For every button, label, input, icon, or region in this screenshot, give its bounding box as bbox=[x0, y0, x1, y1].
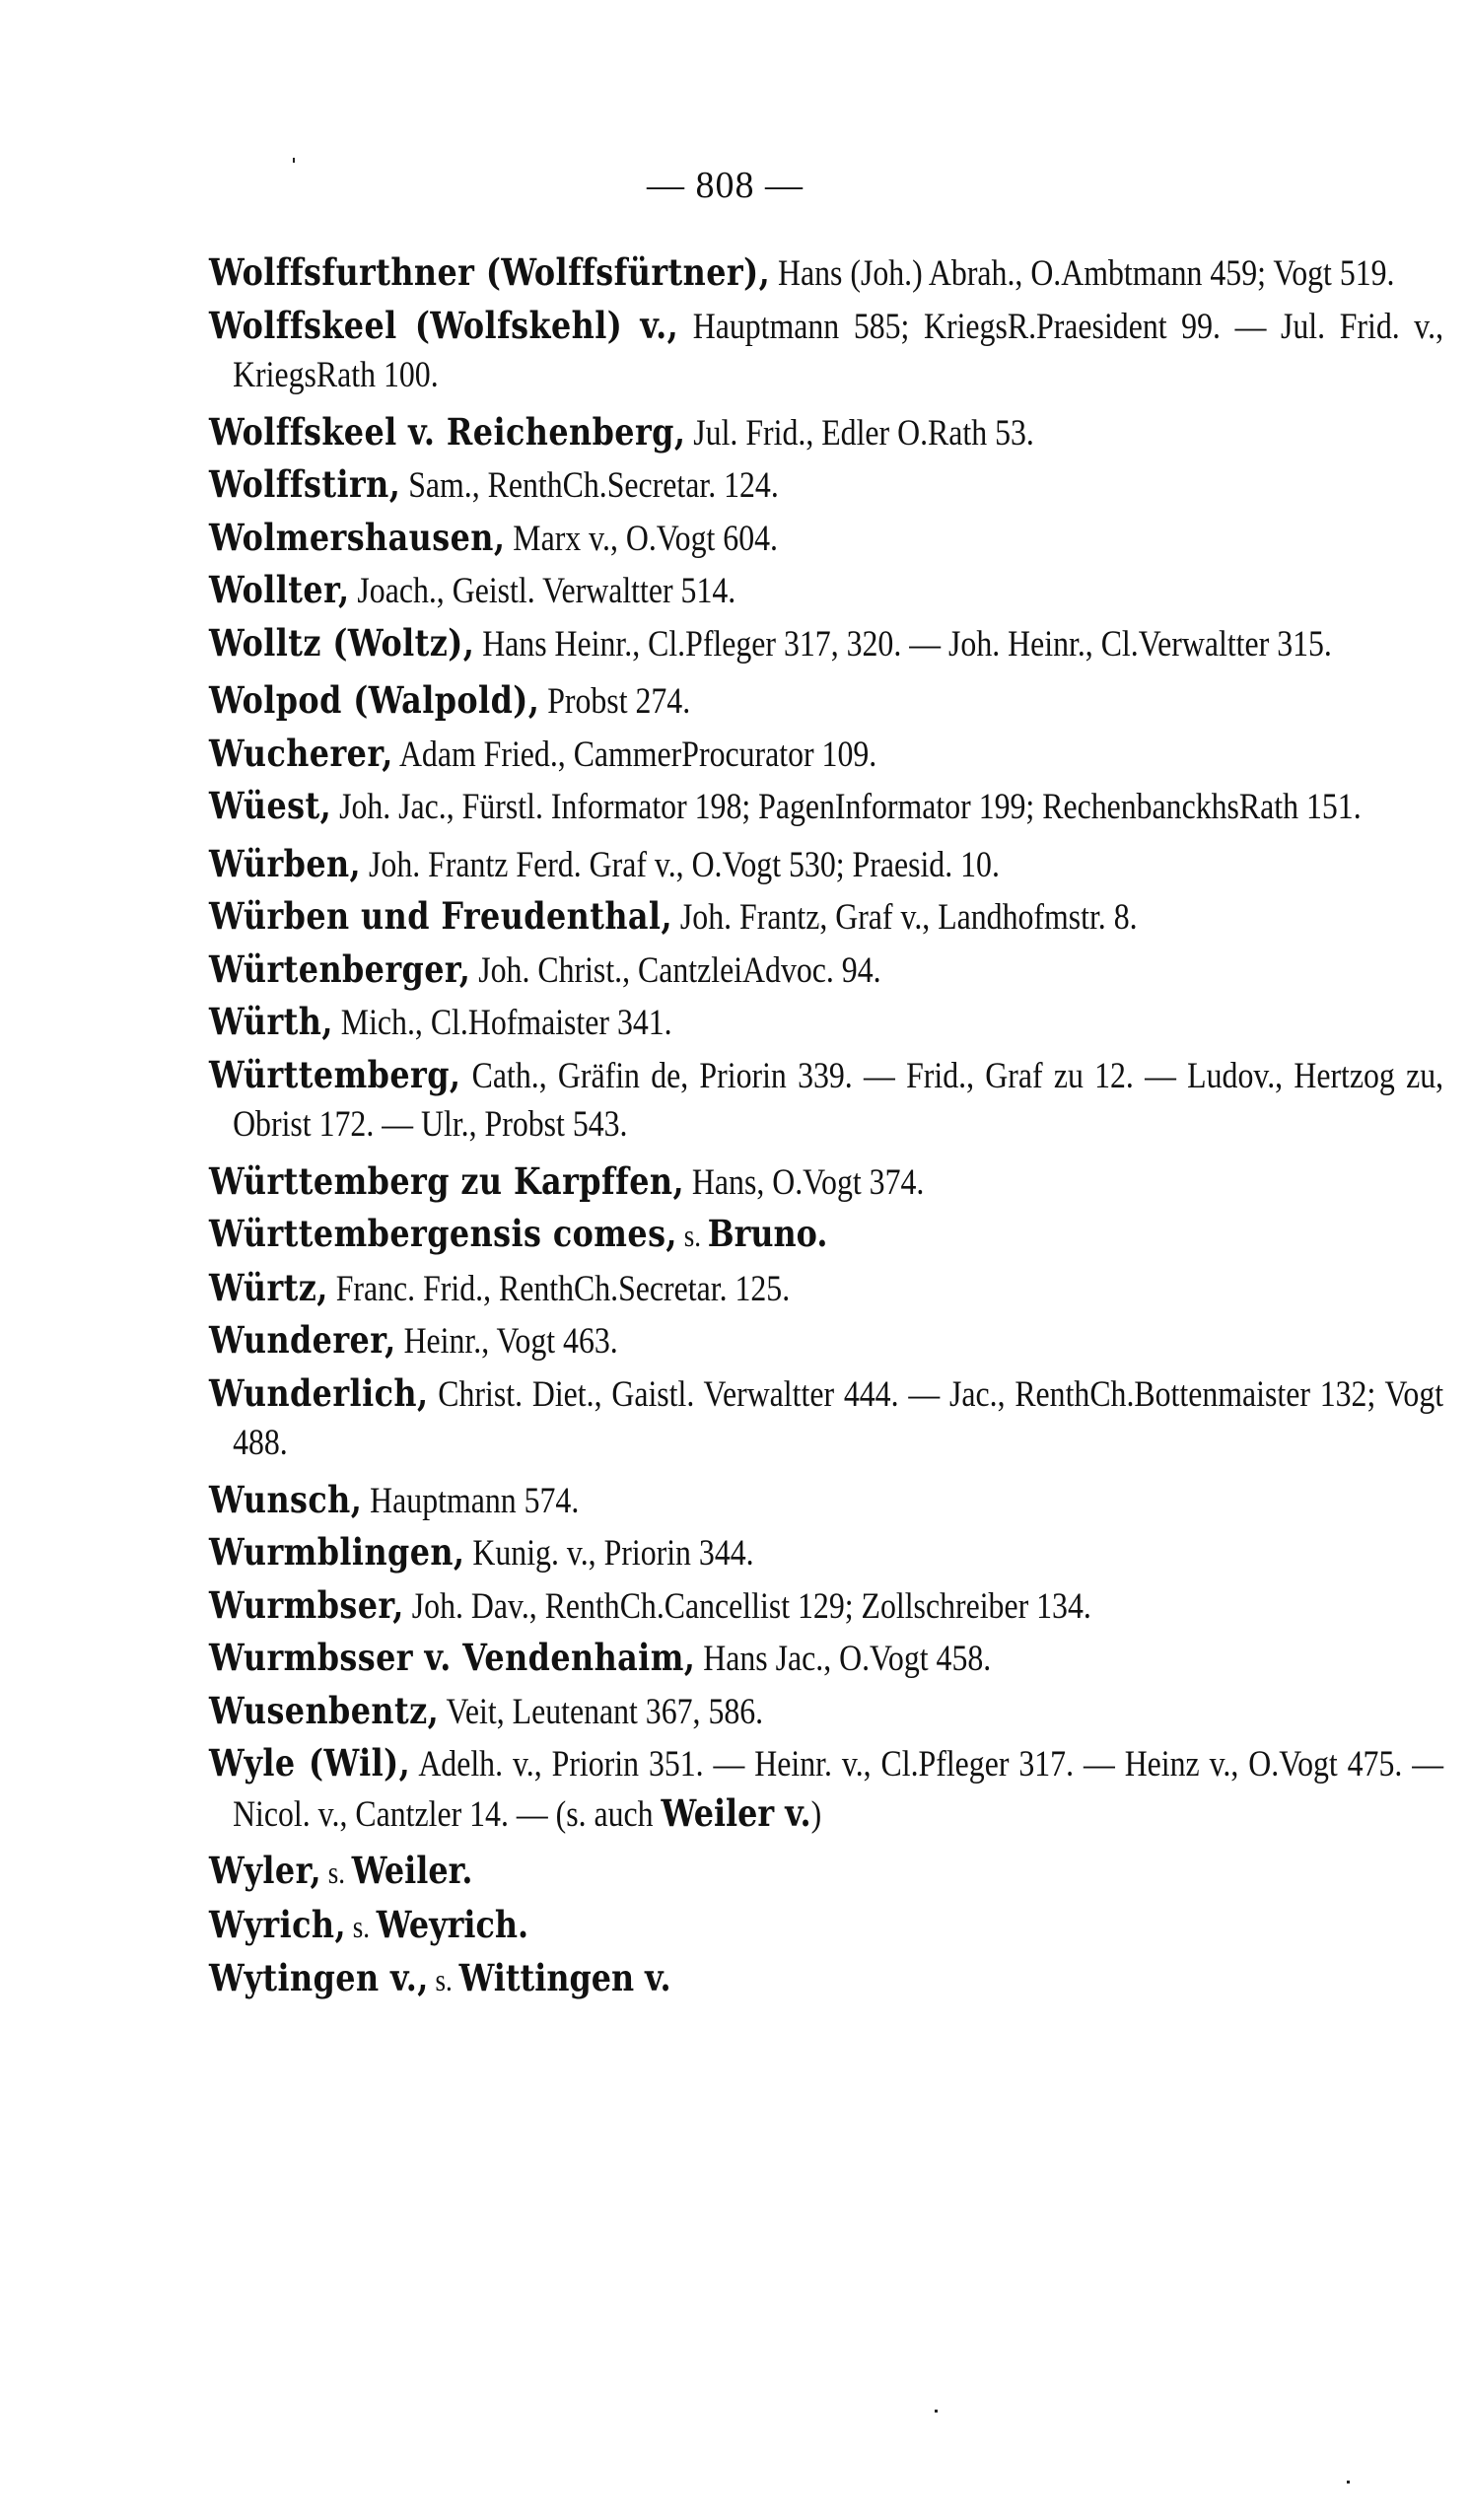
index-entry bbox=[209, 1157, 1443, 1208]
entry-heading: Wusenbentz, bbox=[209, 1688, 440, 1732]
stray-mark bbox=[935, 2410, 938, 2413]
entry-heading: Wolffskeel v. Reichenberg, bbox=[209, 409, 686, 454]
entry-text: Joh. Christ., CantzleiAdvoc. 94. bbox=[470, 949, 881, 991]
entry-text: Veit, Leutenant 367, 586. bbox=[439, 1691, 764, 1732]
entry-text: Christ. Diet., Gaistl. Verwaltter 444. — Jac., RenthCh.Bottenmaister 132; Vogt 488. bbox=[233, 1373, 1444, 1463]
entry-heading: Wurmblingen, bbox=[209, 1530, 465, 1574]
entry-heading: Würtz, bbox=[209, 1265, 328, 1309]
index-entry bbox=[209, 730, 1443, 780]
index-entry bbox=[209, 1264, 1443, 1314]
entry-text: Franc. Frid., RenthCh.Secretar. 125. bbox=[327, 1268, 791, 1309]
entry-text: Adam Fried., CammerProcurator 109. bbox=[392, 734, 877, 775]
index-entry bbox=[209, 1687, 1443, 1737]
entry-text: Marx v., O.Vogt 604. bbox=[505, 518, 778, 559]
index-entries-list bbox=[209, 248, 1444, 2008]
entry-heading: Wollter, bbox=[209, 568, 350, 611]
index-entry bbox=[209, 1954, 1443, 2005]
entry-heading: Wüest, bbox=[209, 784, 332, 827]
entry-heading: Wyrich, bbox=[209, 1902, 346, 1946]
stray-mark bbox=[1347, 2481, 1350, 2484]
index-entry bbox=[209, 1634, 1443, 1684]
cross-reference: Wittingen v. bbox=[458, 1956, 671, 1999]
entry-heading: Wunderer, bbox=[209, 1318, 396, 1362]
entry-text-tail: ) bbox=[810, 1793, 822, 1835]
index-entry bbox=[209, 1316, 1443, 1366]
entry-heading: Württemberg, bbox=[209, 1052, 461, 1096]
cross-reference: Weiler. bbox=[351, 1849, 473, 1892]
entry-heading: Wolffstirn, bbox=[209, 462, 401, 506]
index-entry bbox=[209, 840, 1443, 890]
index-entry bbox=[209, 1581, 1443, 1632]
index-entry bbox=[209, 619, 1443, 669]
entry-text: Adelh. v., Priorin 351. — Heinr. v., Cl.Pfleger 317. — Heinz v., O.Vogt 475. — Nicol. v., Cantzler 14. — (s. auch bbox=[233, 1744, 1444, 1835]
index-entry bbox=[209, 302, 1443, 400]
cross-reference: Weyrich. bbox=[376, 1902, 529, 1946]
index-entry bbox=[209, 998, 1443, 1048]
entry-text: Heinr., Vogt 463. bbox=[395, 1321, 618, 1362]
entry-text: Joh. Frantz, Graf v., Landhofmstr. 8. bbox=[671, 897, 1138, 938]
entry-heading: Wurmbser, bbox=[209, 1582, 404, 1627]
cross-reference: Bruno. bbox=[707, 1212, 828, 1255]
index-entry bbox=[209, 676, 1443, 727]
cross-reference: Weiler v. bbox=[661, 1790, 811, 1835]
entry-text: Hauptmann 574. bbox=[362, 1480, 580, 1521]
page-number: — 808 — bbox=[647, 165, 804, 206]
entry-text: Mich., Cl.Hofmaister 341. bbox=[332, 1003, 672, 1043]
entry-text: Hans Heinr., Cl.Pfleger 317, 320. — Joh. Heinr., Cl.Verwaltter 315. bbox=[474, 623, 1332, 665]
entry-text: Hans Jac., O.Vogt 458. bbox=[695, 1639, 992, 1679]
index-entry bbox=[209, 566, 1443, 616]
index-entry bbox=[209, 1901, 1443, 1952]
index-entry bbox=[209, 782, 1443, 832]
index-entry bbox=[209, 945, 1443, 996]
entry-text: s. bbox=[676, 1219, 708, 1253]
entry-heading: Württembergensis comes, bbox=[209, 1212, 677, 1255]
entry-heading: Württemberg zu Karpffen, bbox=[209, 1158, 684, 1203]
entry-heading: Wolmershausen, bbox=[209, 515, 506, 559]
index-entry bbox=[209, 892, 1443, 943]
entry-heading: Wolltz (Woltz), bbox=[209, 620, 475, 665]
entry-text: Hauptmann 585; KriegsR.Praesident 99. — Jul. Frid. v., KriegsRath 100. bbox=[233, 306, 1444, 395]
entry-heading: Wyler, bbox=[209, 1849, 321, 1892]
index-entry bbox=[209, 1210, 1443, 1261]
entry-text: Hans, O.Vogt 374. bbox=[683, 1161, 925, 1203]
entry-text: Jul. Frid., Edler O.Rath 53. bbox=[685, 412, 1034, 454]
index-entry bbox=[209, 1476, 1443, 1526]
entry-text: Joh. Frantz Ferd. Graf v., O.Vogt 530; Praesid. 10. bbox=[361, 844, 1000, 885]
entry-heading: Wunsch, bbox=[209, 1477, 363, 1521]
entry-text: Joh. Dav., RenthCh.Cancellist 129; Zollschreiber 134. bbox=[403, 1585, 1091, 1627]
entry-heading: Würtenberger, bbox=[209, 946, 471, 991]
index-entry bbox=[209, 514, 1443, 564]
entry-text: s. bbox=[345, 1909, 377, 1944]
index-entry bbox=[209, 460, 1443, 511]
entry-heading: Wunderlich, bbox=[209, 1370, 429, 1415]
entry-heading: Wucherer, bbox=[209, 731, 393, 775]
entry-text: Kunig. v., Priorin 344. bbox=[464, 1533, 754, 1574]
entry-text: Sam., RenthCh.Secretar. 124. bbox=[400, 465, 779, 506]
entry-text: Hans (Joh.) Abrah., O.Ambtmann 459; Vogt 519. bbox=[770, 253, 1395, 294]
index-entry bbox=[209, 1369, 1443, 1468]
index-entry bbox=[209, 248, 1443, 299]
entry-heading: Wyle (Wil), bbox=[209, 1741, 411, 1785]
entry-heading: Wurmbsser v. Vendenhaim, bbox=[209, 1636, 696, 1679]
entry-heading: Wolffskeel (Wolfskehl) v., bbox=[209, 303, 679, 347]
entry-heading: Würth, bbox=[209, 1000, 333, 1043]
entry-heading: Wolffsfurthner (Wolffsfürtner), bbox=[209, 250, 771, 294]
index-entry bbox=[209, 1847, 1443, 1898]
entry-text: Joach., Geistl. Verwaltter 514. bbox=[349, 571, 736, 611]
index-entry bbox=[209, 1051, 1443, 1150]
entry-text: s. bbox=[320, 1855, 352, 1890]
entry-heading: Wolpod (Walpold), bbox=[209, 678, 540, 722]
entry-text: Joh. Jac., Fürstl. Informator 198; PagenInformator 199; RechenbanckhsRath 151. bbox=[331, 787, 1362, 827]
index-entry bbox=[209, 1528, 1443, 1578]
entry-heading: Würben, bbox=[209, 841, 362, 885]
entry-text: s. bbox=[428, 1963, 459, 1997]
index-entry bbox=[209, 1739, 1443, 1839]
entry-text: Cath., Gräfin de, Priorin 339. — Frid., Graf zu 12. — Ludov., Hertzog zu, Obrist 172. — Ulr., Probst 543. bbox=[233, 1055, 1444, 1145]
index-entry bbox=[209, 408, 1443, 458]
stray-mark bbox=[293, 158, 295, 163]
entry-heading: Würben und Freudenthal, bbox=[209, 894, 672, 938]
entry-text: Probst 274. bbox=[539, 681, 691, 722]
entry-heading: Wytingen v., bbox=[209, 1956, 429, 1999]
